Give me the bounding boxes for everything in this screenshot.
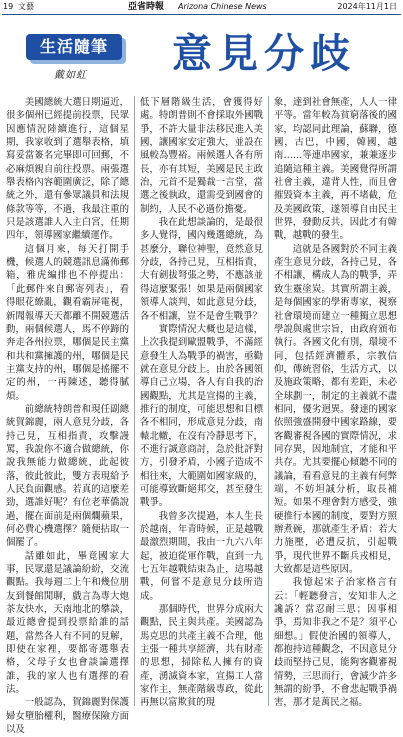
author-signature: 戴如虹 <box>54 70 87 81</box>
paragraph-continued: 低下層階級生活，會獲得好處。特朗普則不會採取外國戰爭，不許大量非法移民進入美國，讓國家安定強大，並設在風較為豐裕。兩候選人各有所長，亦有其短，美國是民主政治，元首不是獨裁一言堂，當選之後執政，還需受到國會的制約，人民不必過份擔憂。 <box>140 97 263 215</box>
masthead-english: Arizona Chinese News <box>178 2 267 11</box>
page-number: 19 <box>3 2 14 11</box>
paragraph: 這就是各國對於不同主義產生意見分歧，各持己見，各不相讓，構成人為的戰爭，弄致生靈塗炭。其實所謂主義，是每個國家的學術專家，視察社會環境而建立一種獨立思想學說與處世宗旨，由政府頒布執行。各國文化有別，環境不同，包括經濟體系，宗教信仰，傳統習俗，生活方式，以及施政策略，都有差距，未必全球劃一，制定的主義就不盡相同，優劣迥異。發達的國家依照強盛開發中國家路線，要客觀審視各國的實際情況，求同存異，因地制宜，才能和平共存。尤其要擺心傾聽不同的議論，看看意見的主義有何弊端，不妨坦誠分析，取長補短。如果不理會對方感受，強硬推行本國的制度，要對方照辦煮碗，那就產生矛盾：若大力施壓，必遭反抗，引起戰爭，現代世界不斷兵戎相見，大致都是這些原因。 <box>274 243 397 576</box>
column-divider <box>134 96 135 706</box>
paragraph-continued: 象，達到社會無產，人人一律平等。當年較為貧窮落後的國家，均認同此理論，蘇聯，德國，古巴，中國，韓國，越南……等連串國家，兼兼逐步追隨這種主義。美國覺得所謂社會主義，違背人性，而且會摧毀資本主義，再不堵截，危及美國政策，遂領導自由民主世界，發動反共，因此才有韓戰，越戰的發生。 <box>274 97 397 242</box>
paragraph: 話雖如此，畢竟國家大事，民眾還是議論紛紛，交流觀點。我每週二上午和幾位朋友到餐館閒聊，戲言為專大炮茶友快水，天南地北的攀談，最近總會提到投票給誰的話題，當然各人有不同的見解，即使在家裡，要都寄選舉表格，父母子女也會談論選擇誰，我的家人也有選擇的看法。 <box>6 550 129 696</box>
page-header <box>0 0 403 14</box>
paragraph: 前總統特朗普和現任副總統賀錦麗，兩人意見分歧，各持己見，互相指責，攻擊謾罵，我說你不適合做總統，你說我無能力做總統，此起彼落，彼此彼此，雙方表現給予人民負面觀感。若真的這麼差勁，選誰好呢？有位老華僑說過，擺在面前是兩個爛蘋果，何必費心機選擇？隨便拈取一個罷了。 <box>6 403 129 549</box>
issue-date: 2024年11月1日 <box>337 2 397 11</box>
masthead-chinese: 亞省時報 <box>128 2 165 12</box>
article-column-2 <box>140 96 263 708</box>
paragraph: 實際情況大概也是這樣，上次我提到歐盟戰爭，不滿經意發生人為戰爭的禍害，亟勸就在意見分歧上。由於各國領導自己立場，各人有自我的治國觀點，尤其是宣揚的主義，推行的制度，可能思想和目標各不相同，形成意見分歧，南轅北轍，在沒有冷靜思考下，不進行誠意商討，急於批評對方，引發矛盾，小國子造成不相往來，大範圍如國家級的，可能導致斷絕邦交，甚至發生戰爭。 <box>140 323 263 509</box>
paragraph: 美國總統大選日期逼近，很多個州已經提前投票，民眾因應情況陸續進行，這個星期，我家收到了選舉表格，填寫妥當簽名完畢即可回郵，不必麻煩親自前往投票。兩張選舉表格內容範圍廣泛，除了總統之外，還有參眾議員和法規條款等等，不過，我最注重的只是該選誰人入主白宮，任期四年，領導國家繼續運作。 <box>6 97 129 242</box>
paragraph: 我憶起宋子治家格言有云：「輕聽發言，安知非人之讒訴？當忍耐三思；因事相爭，焉知非我之不是？須平心細想。」假使治國的領導人，都抱持這種觀念，不因意見分歧而堅持己見，能夠客觀審視情勢，三思而行，會減少許多無謂的紛爭，不會悲起戰爭禍害，那才是萬民之福。 <box>274 577 397 709</box>
paragraph: 那個時代，世界分成兩大觀點，民主與共產。美國認為馬克思的共產主義不合理，他主張一種共享經濟，共有財產的思想，掃除私人擁有的資產，湧滅資本家，宣揚工人當家作主，無產階級專政，從此再無以富欺貧的現 <box>140 604 263 709</box>
paragraph: 我曾多次提過，本人生長於越南，年青時候，正是越戰最激烈期間，我由一九六八年起，被迫從軍作戰，直到一九七五年越戰結束為止，這場越戰，何嘗不是意見分歧所造成。 <box>140 510 263 602</box>
paragraph: 一般認為，賀錦麗對保護婦女墮胎權利，醫療保險方面以及 <box>6 697 129 736</box>
title-banner <box>12 20 394 90</box>
article-column-1 <box>6 96 129 736</box>
paragraph: 我在此想談論的，是最很多人覺得，國內幾選總統，為甚麼分，聯位神聖，竟然意見分歧，各持己見，互相指責，大有劍拔弩張之勢，不應該並得這麼緊張！如果是兩個國家領導人談判，如此意見分歧，各不相讓，豈不是會生戰爭？ <box>140 217 263 322</box>
article-title: 意見分歧 <box>172 31 356 77</box>
header-rule <box>2 14 401 15</box>
article-column-3 <box>274 96 397 708</box>
paragraph: 這個月來，每天打開手機，候選人的競選訊息滿佈郵箱，雅虎編排也不停提出：「此郵件來自郵寄列表」，看得眼花繚亂，觀看霸屏電視，新聞報導天天都離不開競選活動，兩個候選人，馬不停蹄的奔走各州拉票，哪個是民主黨和共和黨擁護的州，哪個是民主黨支持的州，哪個是搖擺不定的州，一再陳述，聽得膩煩。 <box>6 243 129 402</box>
column-badge: 生活隨筆 <box>26 34 122 60</box>
column-divider <box>268 96 269 706</box>
section-name: 文藝 <box>18 2 34 11</box>
